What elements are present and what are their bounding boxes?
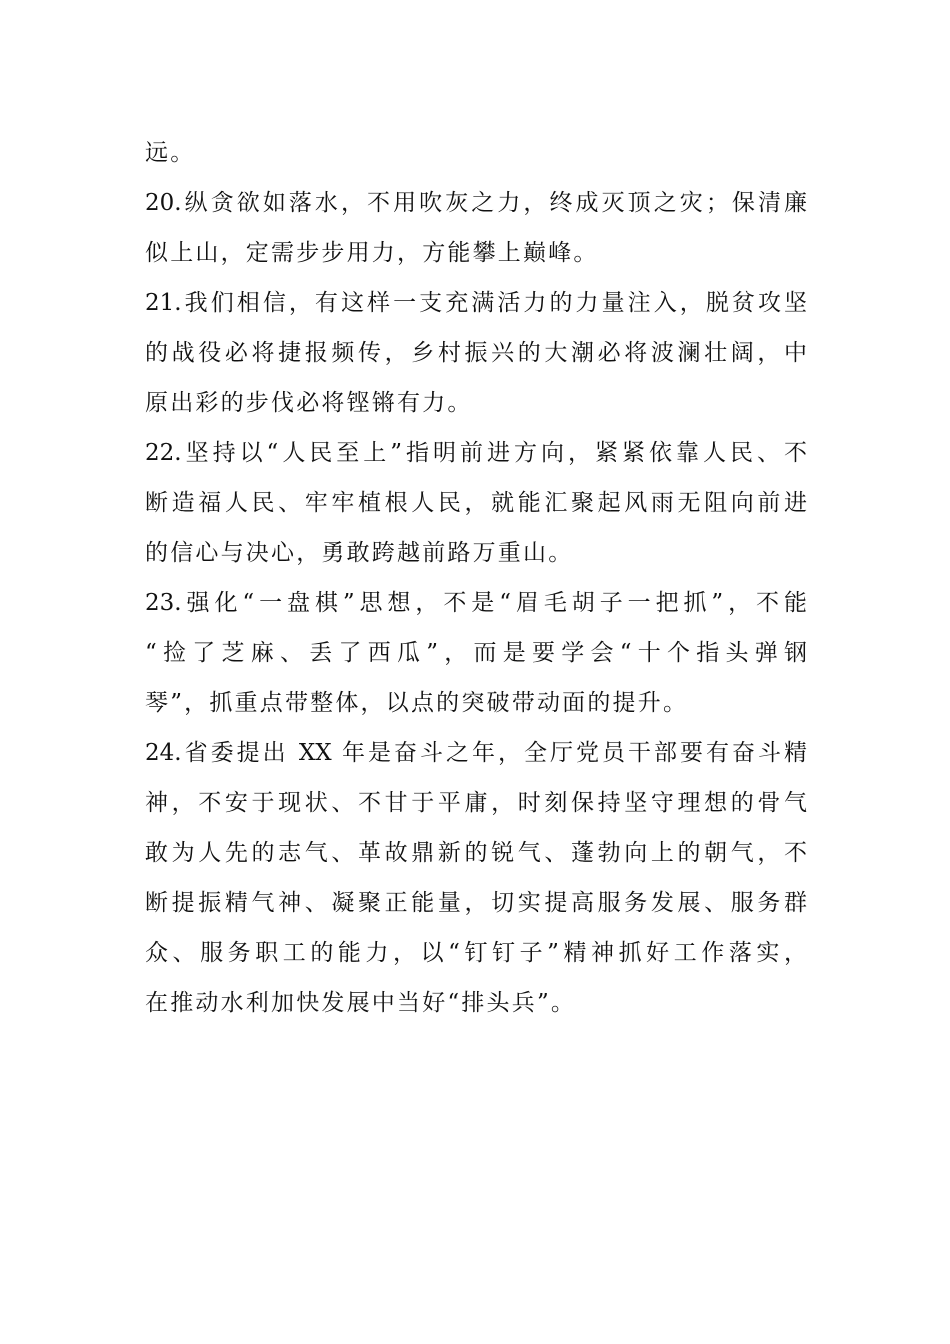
text-line: 24.省委提出 XX 年是奋斗之年，全厅党员干部要有奋斗精	[145, 740, 807, 766]
text-line: 23.强化“一盘棋”思想，不是“眉毛胡子一把抓”，不能	[145, 590, 807, 616]
text-line: 21.我们相信，有这样一支充满活力的力量注入，脱贫攻坚	[145, 290, 807, 316]
text-line: 原出彩的步伐必将铿锵有力。	[145, 390, 473, 416]
text-line: 众、服务职工的能力，以“钉钉子”精神抓好工作落实，	[145, 940, 807, 966]
text-line: 在推动水利加快发展中当好“排头兵”。	[145, 990, 577, 1016]
text-line: 似上山，定需步步用力，方能攀上巅峰。	[145, 240, 599, 266]
document-body	[145, 128, 807, 1028]
text-line: 琴”，抓重点带整体，以点的突破带动面的提升。	[145, 690, 689, 716]
text-line: 断造福人民、牢牢植根人民，就能汇聚起风雨无阻向前进	[145, 490, 807, 516]
text-line: 的战役必将捷报频传，乡村振兴的大潮必将波澜壮阔，中	[145, 340, 807, 366]
text-line: 20.纵贪欲如落水，不用吹灰之力，终成灭顶之灾；保清廉	[145, 190, 807, 216]
text-line: “捡了芝麻、丢了西瓜”，而是要学会“十个指头弹钢	[145, 640, 807, 666]
text-line: 敢为人先的志气、革故鼎新的锐气、蓬勃向上的朝气，不	[145, 840, 807, 866]
text-line: 22.坚持以“人民至上”指明前进方向，紧紧依靠人民、不	[145, 440, 807, 466]
text-line: 的信心与决心，勇敢跨越前路万重山。	[145, 540, 574, 566]
text-line: 远。	[145, 140, 196, 166]
text-line: 神，不安于现状、不甘于平庸，时刻保持坚守理想的骨气	[145, 790, 807, 816]
text-line: 断提振精气神、凝聚正能量，切实提高服务发展、服务群	[145, 890, 807, 916]
